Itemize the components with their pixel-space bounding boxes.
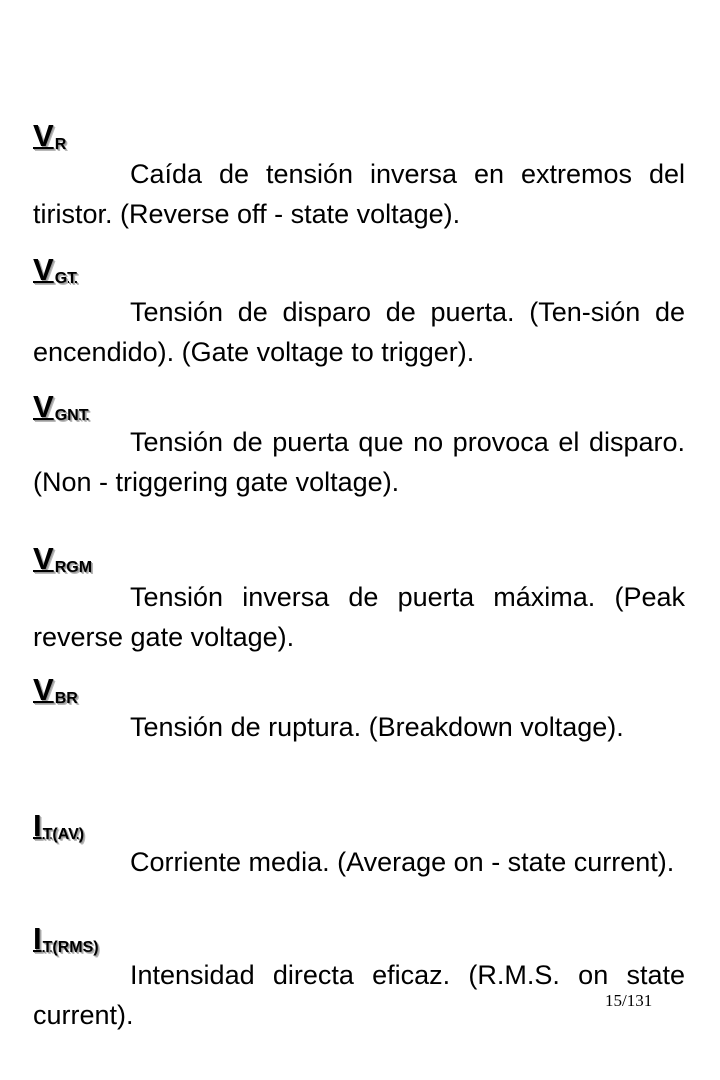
term-description: Intensidad directa eficaz. (R.M.S. on state current). — [33, 960, 685, 1030]
term-subscript: RGM — [54, 559, 93, 576]
term-subscript: T(RMS) — [42, 939, 99, 956]
term-description: Tensión de ruptura. (Breakdown voltage). — [130, 712, 624, 742]
term-description: Caída de tensión inversa en extremos del tiristor. (Reverse off - state voltage). — [33, 159, 685, 229]
term-symbol: V — [33, 118, 54, 153]
term-v-gt — [33, 254, 77, 287]
term-description: Tensión de disparo de puerta. (Ten-sión de encendido). (Gate voltage to trigger). — [33, 297, 685, 367]
term-subscript: GT — [54, 270, 77, 287]
term-v-rgm — [33, 543, 92, 576]
term-i-t-av — [33, 810, 84, 843]
term-subscript: BR — [54, 690, 78, 707]
term-symbol: V — [33, 389, 54, 424]
term-description: Corriente media. (Average on - state current). — [130, 847, 675, 877]
page-number: 15/131 — [605, 991, 653, 1010]
term-i-t-rms — [33, 923, 99, 956]
term-symbol: I — [33, 808, 42, 843]
term-subscript: R — [54, 136, 67, 153]
term-description: Tensión inversa de puerta máxima. (Peak reverse gate voltage). — [33, 582, 685, 652]
term-subscript: T(AV) — [42, 826, 85, 843]
term-symbol: V — [33, 672, 54, 707]
term-v-gnt — [33, 391, 88, 424]
term-v-r — [33, 120, 66, 153]
term-symbol: V — [33, 541, 54, 576]
term-symbol: I — [33, 921, 42, 956]
term-subscript: GNT — [54, 407, 89, 424]
term-description: Tensión de puerta que no provoca el disparo. (Non - triggering gate voltage). — [33, 427, 685, 497]
term-v-br — [33, 674, 78, 707]
term-symbol: V — [33, 252, 54, 287]
